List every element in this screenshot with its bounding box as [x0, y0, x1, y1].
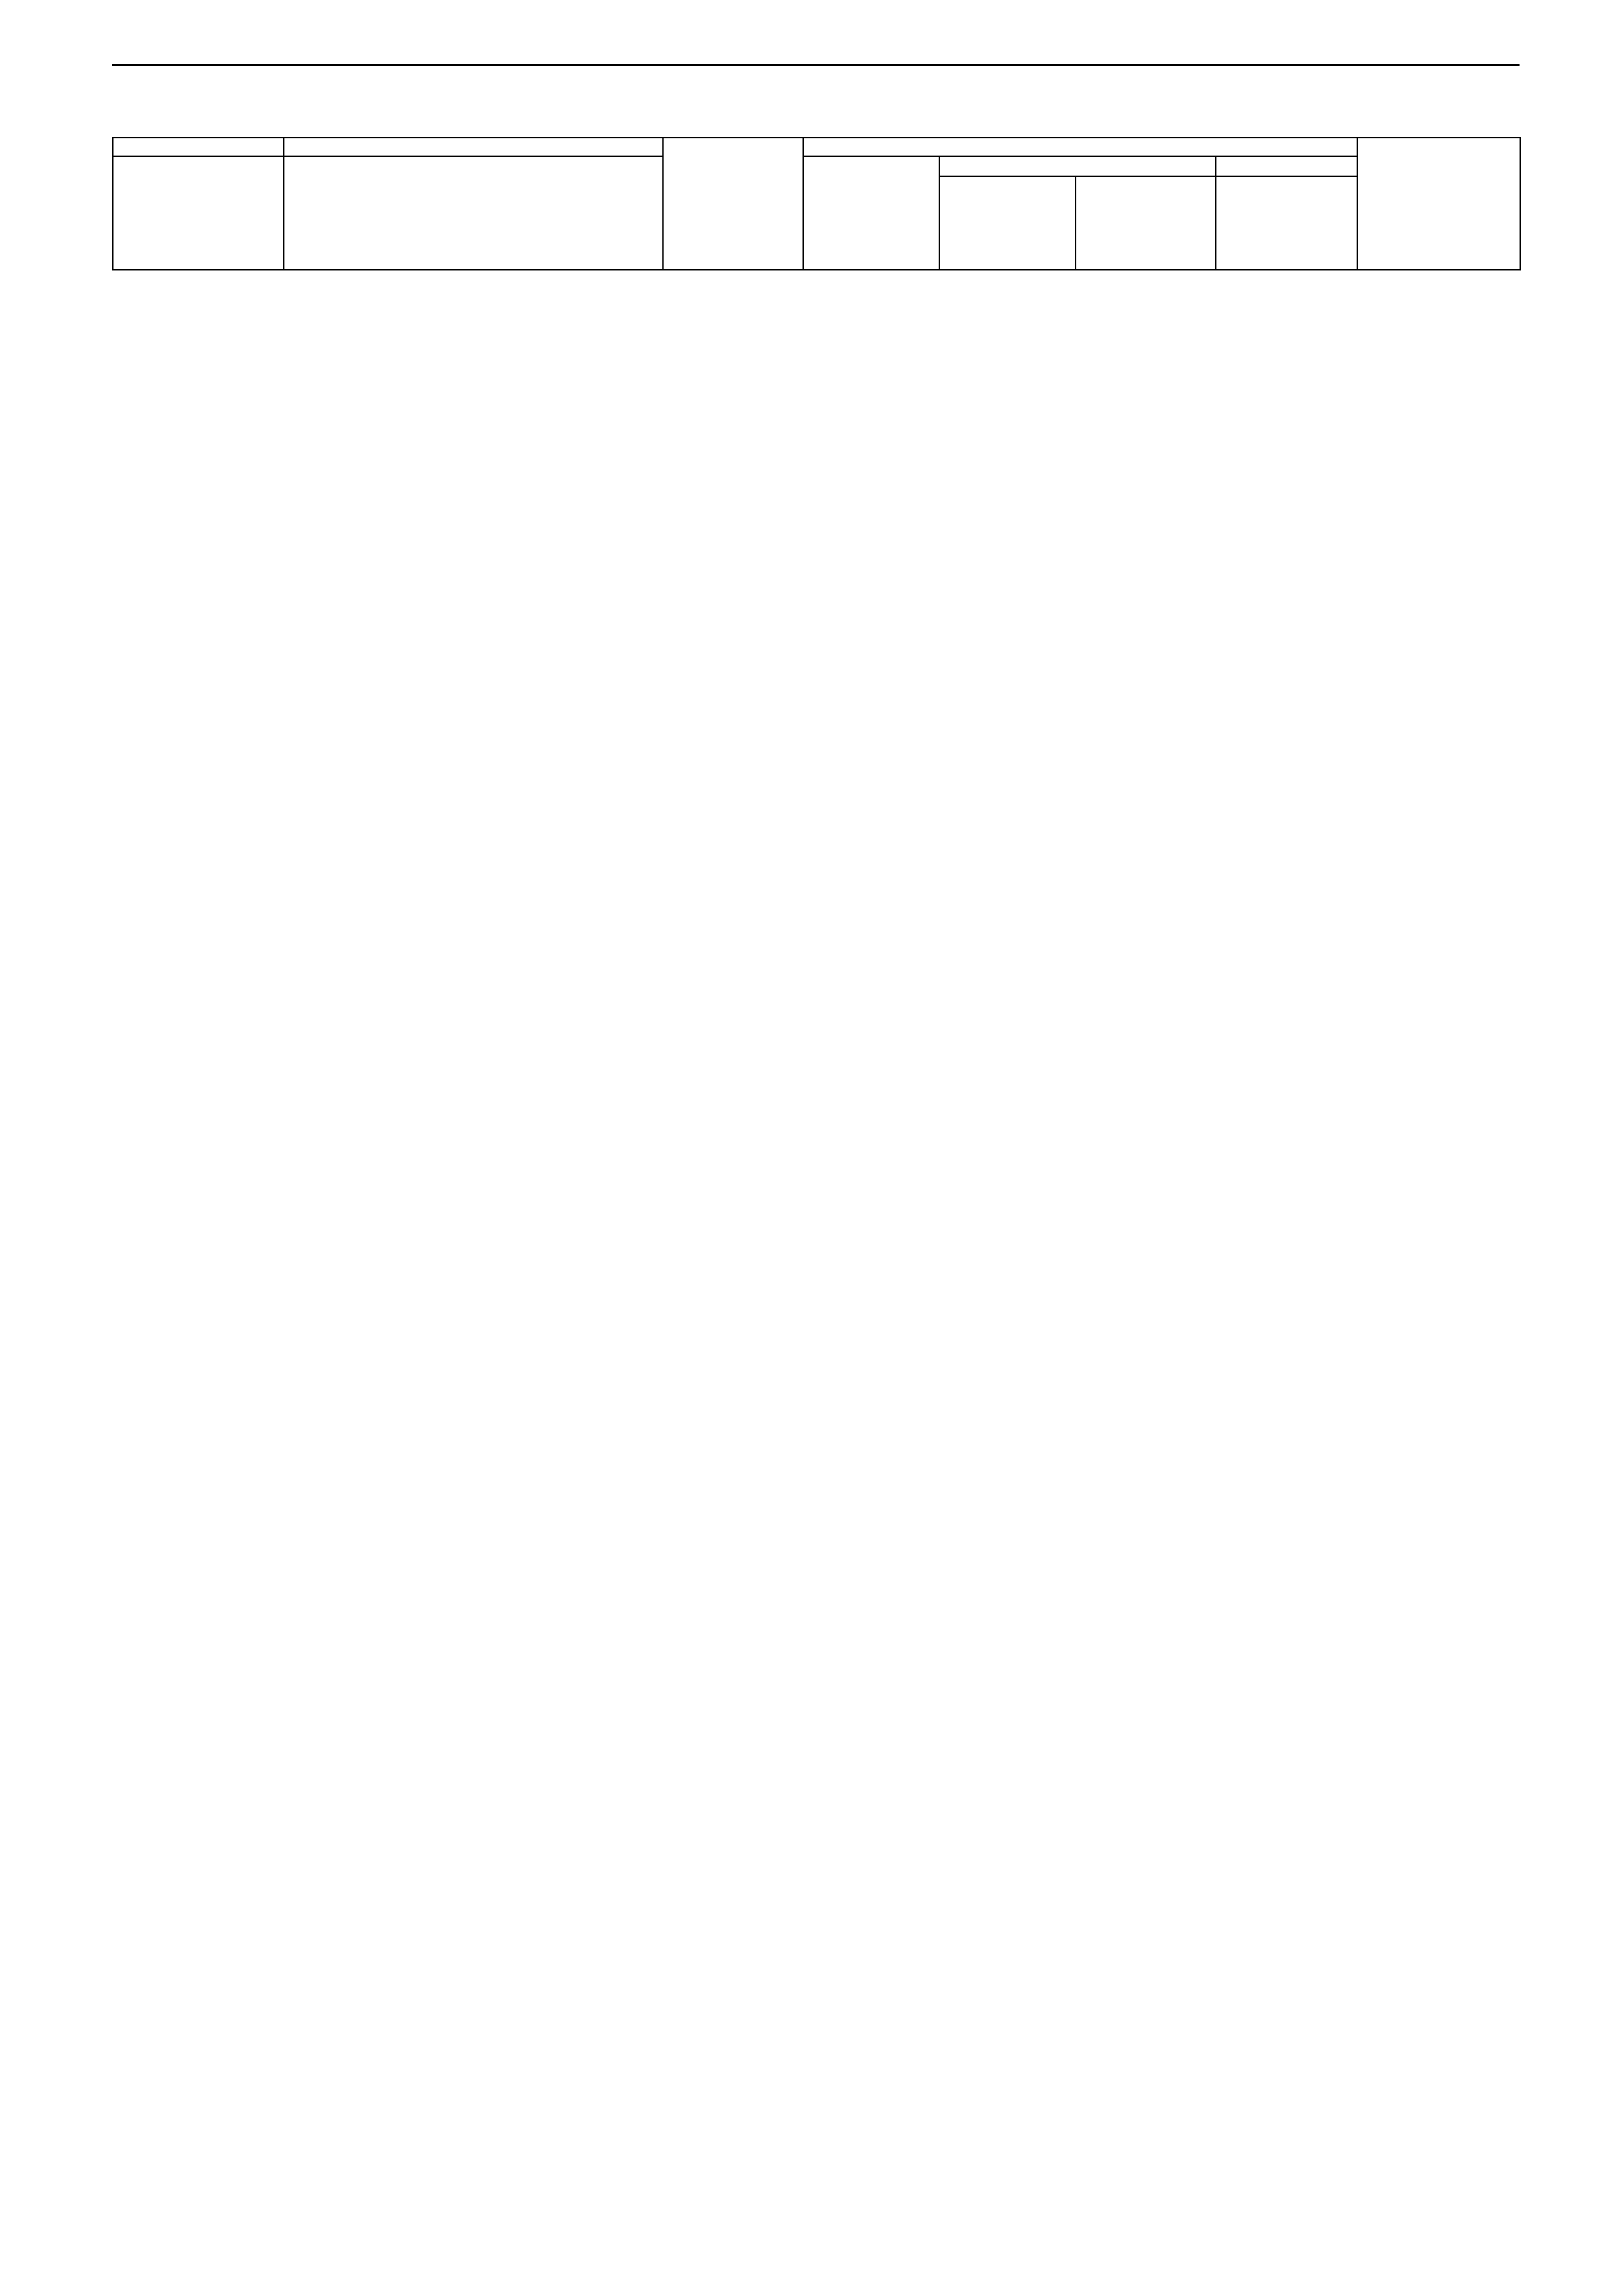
col-name [284, 138, 663, 156]
col-codes-sub [113, 156, 284, 270]
col-direct [663, 138, 803, 270]
col-codes [113, 138, 284, 156]
col-materials [1216, 156, 1357, 176]
col-machines [939, 156, 1216, 176]
col-labor [803, 156, 939, 270]
col-materials-sub [1216, 176, 1357, 270]
col-machines-drivers [1076, 176, 1216, 270]
col-incl [803, 138, 1357, 156]
page-header [112, 64, 1520, 66]
col-labor-cost [1357, 138, 1520, 270]
column-header-table [112, 137, 1521, 270]
col-machines-total [939, 176, 1076, 270]
col-name-sub [284, 156, 663, 270]
